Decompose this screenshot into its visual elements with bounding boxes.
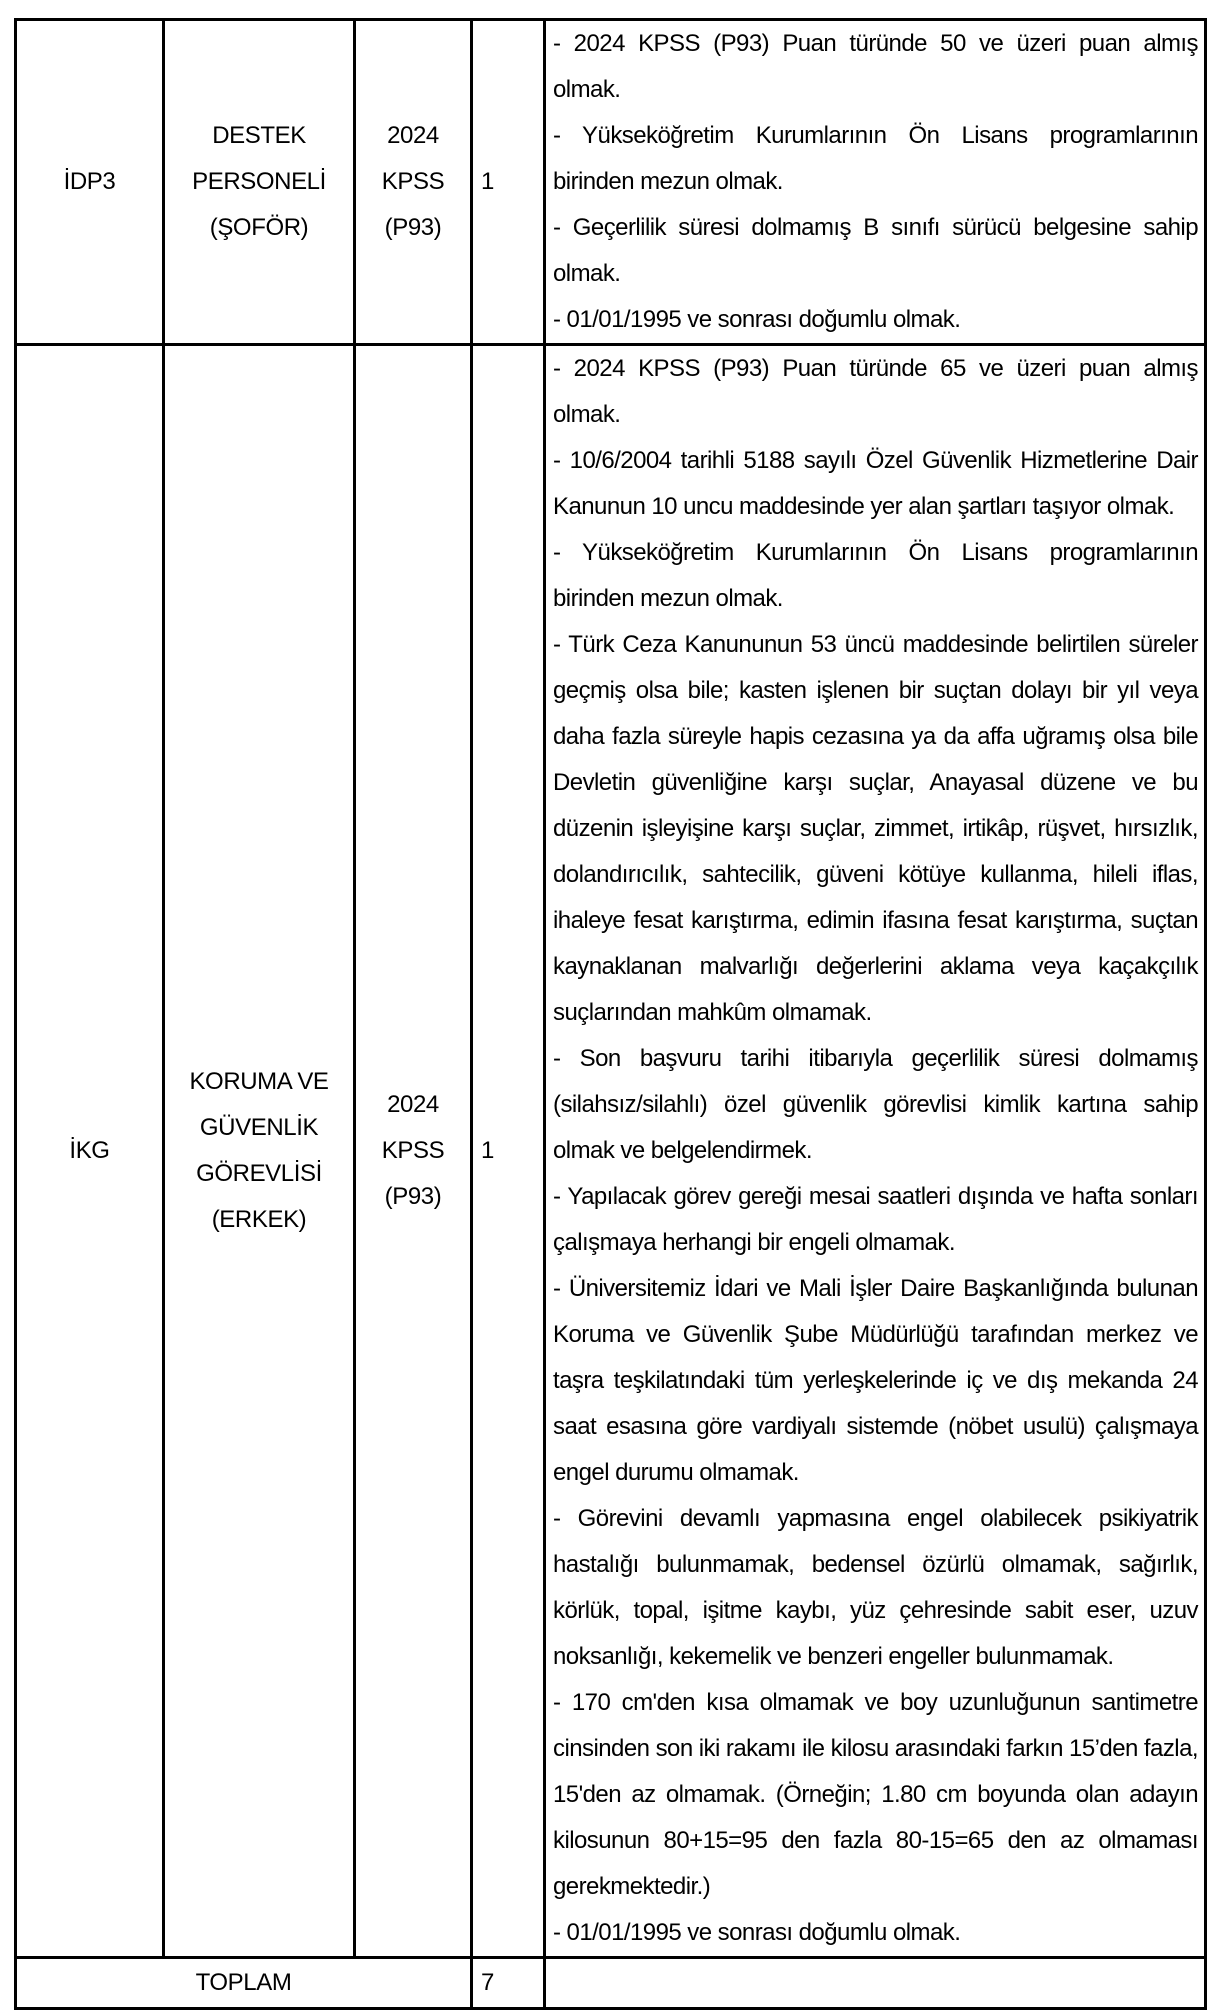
requirement-item: - Yükseköğretim Kurumlarının Ön Lisans programlarının birinden mezun olmak. (553, 122, 1198, 195)
requirements-cell (545, 20, 1206, 345)
requirement-item: - Üniversitemiz İdari ve Mali İşler Daire Başkanlığında bulunan Koruma ve Güvenlik Şube Müdürlüğü tarafından merkez ve taşra teşkilatındaki tüm yerleşkelerinde iç ve dış mekanda 24 saat esasına göre vardiyalı sistemde (nöbet usulü) çalışmaya engel durumu olmamak. (553, 1275, 1198, 1486)
requirement-item: - Son başvuru tarihi itibarıyla geçerlilik süresi dolmamış (silahsız/silahlı) özel güvenlik görevlisi kimlik kartına sahip olmak ve belgelendirmek. (553, 1045, 1198, 1164)
position-title-line: GÖREVLİSİ (196, 1160, 322, 1187)
requirement-item: - 170 cm'den kısa olmamak ve boy uzunluğunun santimetre cinsinden son iki rakamı ile kilosu arasındaki farkın 15’den fazla, 15'den az olmamak. (Örneğin; 1.80 cm boyunda olan adayın kilosunun 80+15=95 den fazla 80-15=65 den az olmaması gerekmektedir.) (553, 1689, 1198, 1900)
score-type-line: KPSS (381, 1137, 445, 1164)
position-title-cell (164, 345, 355, 1958)
requirement-item: - Görevini devamlı yapmasına engel olabilecek psikiyatrik hastalığı bulunmamak, bedensel özürlü olmamak, sağırlık, körlük, topal, işitme kaybı, yüz çehresinde sabit eser, uzuv noksanlığı, kekemelik ve benzeri engeller bulunmamak. (553, 1505, 1198, 1670)
job-positions-table (14, 18, 1207, 2010)
requirement-item: - Geçerlilik süresi dolmamış B sınıfı sürücü belgesine sahip olmak. (553, 214, 1198, 287)
total-count-cell: 7 (472, 1958, 545, 2009)
requirement-item: - 10/6/2004 tarihli 5188 sayılı Özel Güvenlik Hizmetlerine Dair Kanunun 10 uncu maddesinde yer alan şartları taşıyor olmak. (553, 447, 1198, 520)
score-type-line: (P93) (384, 1183, 442, 1210)
requirement-item: - 01/01/1995 ve sonrası doğumlu olmak. (553, 1919, 961, 1946)
total-empty-cell (545, 1958, 1206, 2009)
score-type-line: 2024 (387, 1091, 439, 1118)
table-row-total (16, 1958, 1206, 2009)
score-type-cell (355, 20, 472, 345)
requirement-item: - 2024 KPSS (P93) Puan türünde 65 ve üzeri puan almış olmak. (553, 355, 1198, 428)
position-title-cell (164, 20, 355, 345)
position-title-line: (ŞOFÖR) (209, 214, 309, 241)
position-code-cell: İDP3 (16, 20, 164, 345)
requirement-item: - Yapılacak görev gereği mesai saatleri dışında ve hafta sonları çalışmaya herhangi bir engeli olmamak. (553, 1183, 1198, 1256)
score-type-cell (355, 345, 472, 1958)
score-type-line: KPSS (381, 168, 445, 195)
position-title-line: KORUMA VE (189, 1068, 329, 1095)
position-title-line: (ERKEK) (211, 1206, 307, 1233)
requirement-item: - Yükseköğretim Kurumlarının Ön Lisans programlarının birinden mezun olmak. (553, 539, 1198, 612)
position-title-line: DESTEK (212, 122, 306, 149)
position-count-cell: 1 (472, 345, 545, 1958)
requirements-cell (545, 345, 1206, 1958)
requirement-item: - 2024 KPSS (P93) Puan türünde 50 ve üzeri puan almış olmak. (553, 30, 1198, 103)
score-type-line: (P93) (384, 214, 442, 241)
table-row-ikg (16, 345, 1206, 1958)
requirement-item: - Türk Ceza Kanununun 53 üncü maddesinde belirtilen süreler geçmiş olsa bile; kasten işlenen bir suçtan dolayı bir yıl veya daha fazla süreyle hapis cezasına ya da affa uğramış olsa bile Devletin güvenliğine karşı suçlar, Anayasal düzene ve bu düzenin işleyişine karşı suçlar, zimmet, irtikâp, rüşvet, hırsızlık, dolandırıcılık, sahtecilik, güveni kötüye kullanma, hileli iflas, ihaleye fesat karıştırma, edimin ifasına fesat karıştırma, suçtan kaynaklanan malvarlığı değerlerini aklama veya kaçakçılık suçlarından mahkûm olmamak. (553, 631, 1198, 1026)
position-title-line: PERSONELİ (192, 168, 326, 195)
table-row-idp3 (16, 20, 1206, 345)
position-code-cell: İKG (16, 345, 164, 1958)
total-label-cell: TOPLAM (16, 1958, 472, 2009)
requirement-item: - 01/01/1995 ve sonrası doğumlu olmak. (553, 306, 961, 333)
position-title-line: GÜVENLİK (199, 1114, 319, 1141)
position-count-cell: 1 (472, 20, 545, 345)
score-type-line: 2024 (387, 122, 439, 149)
